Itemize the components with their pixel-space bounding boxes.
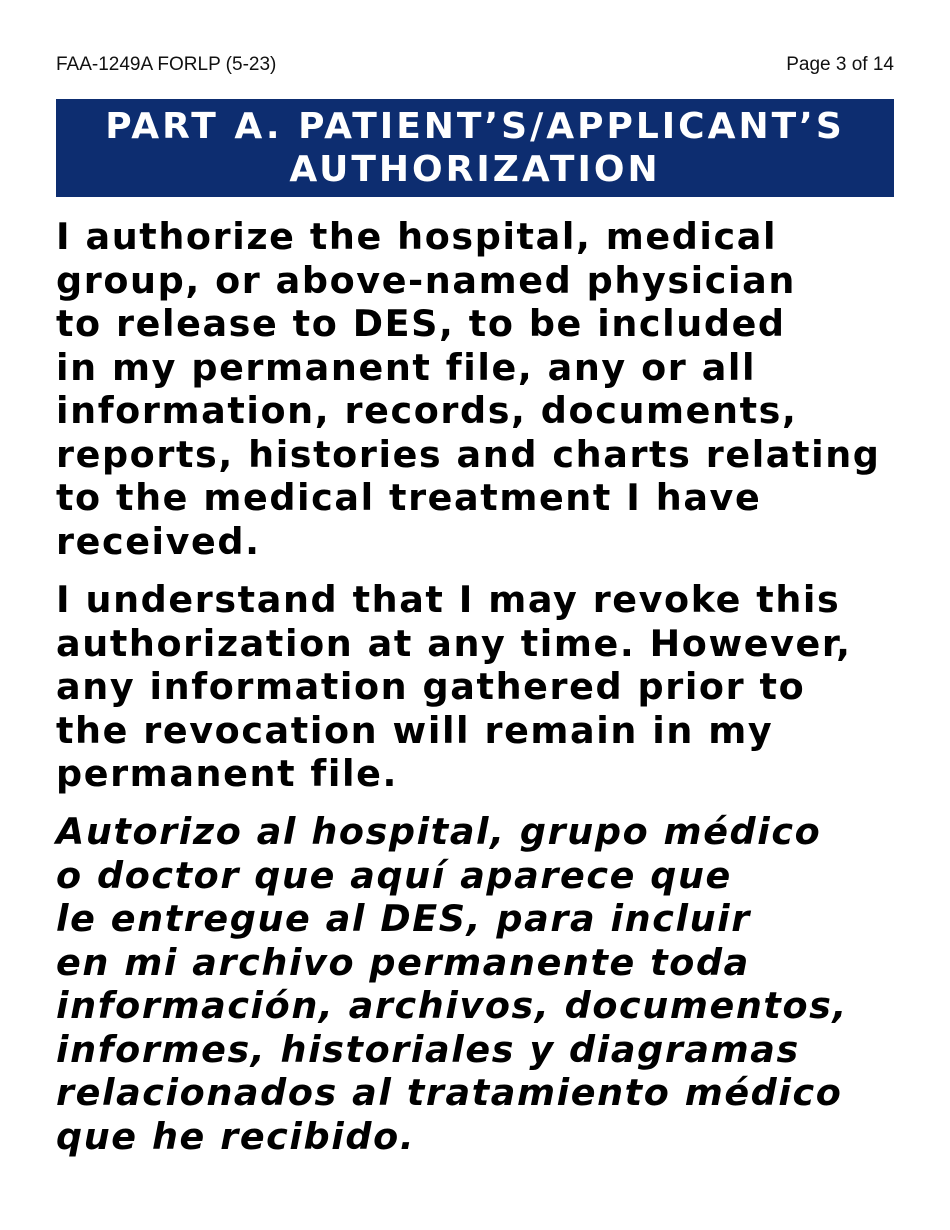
authorization-paragraph-spanish: Autorizo al hospital, grupo médico o doctor que aquí aparece que le entregue al DES, para incluir en mi archivo permanente toda información, archivos, documentos, informes, historiales y diagramas relacionados al tratamiento médico que he recibido. bbox=[56, 810, 848, 1158]
section-title: PART A. PATIENT’S/APPLICANT’S AUTHORIZATION bbox=[105, 106, 845, 190]
authorization-paragraph-english: I authorize the hospital, medical group, or above-named physician to release to DES, to be included in my permanent file, any or all information, records, documents, reports, histories and charts relating to the medical treatment I have received. bbox=[56, 215, 881, 563]
revocation-paragraph-english: I understand that I may revoke this authorization at any time. However, any information gathered prior to the revocation will remain in my permanent file. bbox=[56, 578, 852, 795]
page-number: Page 3 of 14 bbox=[786, 54, 894, 75]
form-id: FAA-1249A FORLP (5-23) bbox=[56, 54, 277, 75]
section-banner bbox=[56, 99, 894, 197]
page-header bbox=[56, 52, 894, 78]
